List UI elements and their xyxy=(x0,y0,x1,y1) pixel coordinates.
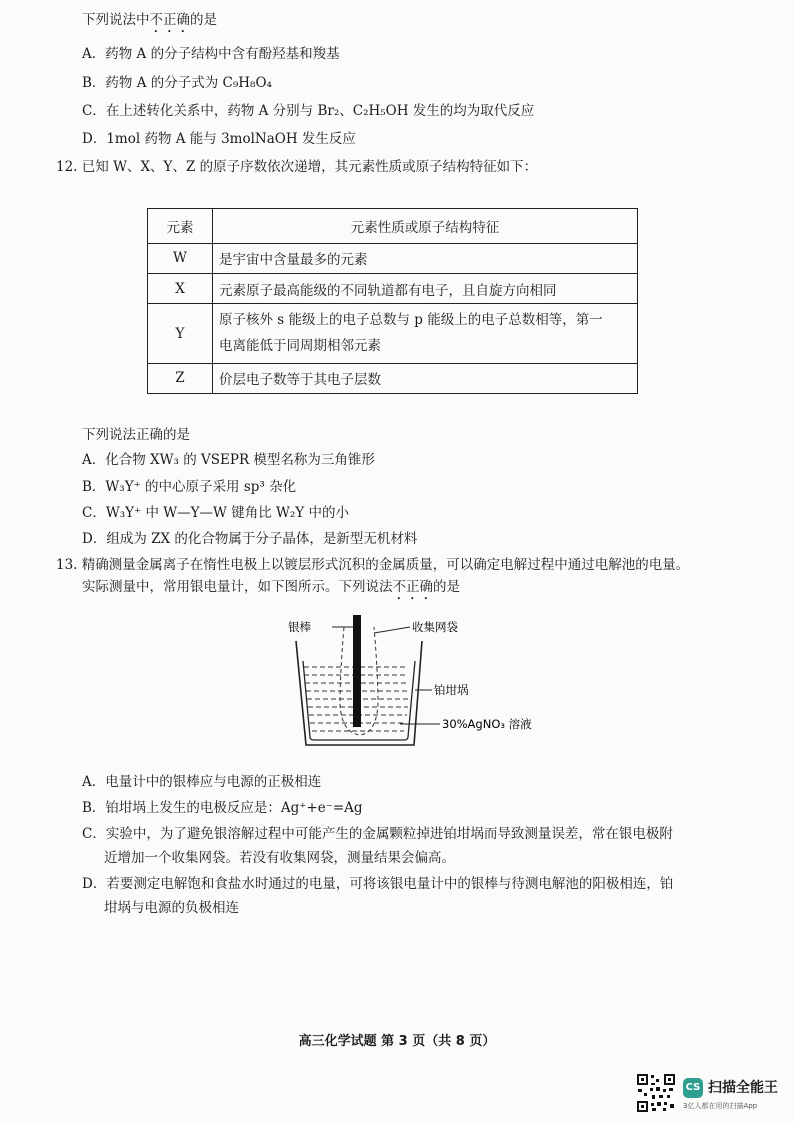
q13-number: 13. xyxy=(56,557,78,573)
q13-option-c-line1: C．实验中，为了避免银溶解过程中可能产生的金属颗粒掉进铂坩埚而导致测量误差，常在银电极附 xyxy=(82,826,673,842)
q11-option-b: B．药物 A 的分子式为 C₉H₈O₄ xyxy=(82,75,272,91)
silver-coulometer-diagram xyxy=(270,613,550,753)
q13-option-d-line1: D．若要测定电解饱和食盐水时通过的电量，可将该银电量计中的银棒与待测电解池的阳极相连，铂 xyxy=(82,876,674,892)
q11-option-a: A．药物 A 的分子结构中含有酚羟基和羧基 xyxy=(82,46,340,62)
table-cell-desc-line2: 电离能低于同周期相邻元素 xyxy=(219,337,381,354)
table-cell-element: X xyxy=(148,274,213,304)
q13-option-d-line2: 坩埚与电源的负极相连 xyxy=(104,900,239,916)
qr-code-icon xyxy=(636,1073,676,1113)
q13-stem-line2-post: 的是 xyxy=(433,579,460,595)
q13-option-b: B．铂坩埚上发生的电极反应是：Ag⁺+e⁻=Ag xyxy=(82,800,363,816)
table-header-element: 元素 xyxy=(148,209,213,244)
q13-option-a: A．电量计中的银棒应与电源的正极相连 xyxy=(82,774,322,790)
q12-option-d: D．组成为 ZX 的化合物属于分子晶体，是新型无机材料 xyxy=(82,531,418,547)
table-row xyxy=(148,304,638,363)
q13-stem-line1 xyxy=(56,557,689,573)
table-cell-desc xyxy=(213,304,638,363)
q11-question-post: 的是 xyxy=(190,12,217,28)
label-platinum-crucible: 铂坩埚 xyxy=(434,683,469,697)
table-cell-desc-line1: 原子核外 s 能级上的电子总数与 p 能级上的电子总数相等，第一 xyxy=(219,311,603,328)
q11-option-d: D．1mol 药物 A 能与 3molNaOH 发生反应 xyxy=(82,131,356,147)
q13-option-c-line2: 近增加一个收集网袋。若没有收集网袋，测量结果会偏高。 xyxy=(104,850,455,866)
q11-option-c: C．在上述转化关系中，药物 A 分别与 Br₂、C₂H₅OH 发生的均为取代反应 xyxy=(82,103,535,119)
q13-stem-emphasis: 不正确 xyxy=(392,579,433,595)
q12-stem-text: 已知 W、X、Y、Z 的原子序数依次递增，其元素性质或原子结构特征如下： xyxy=(81,159,538,175)
table-cell-element: W xyxy=(148,243,213,273)
table-row xyxy=(148,243,638,273)
q13-stem-line2-pre: 实际测量中，常用银电量计，如下图所示。下列说法 xyxy=(82,579,393,595)
table-cell-element: Y xyxy=(148,304,213,363)
table-row xyxy=(148,274,638,304)
q12-option-a: A．化合物 XW₃ 的 VSEPR 模型名称为三角锥形 xyxy=(82,452,375,468)
q12-option-b: B．W₃Y⁺ 的中心原子采用 sp³ 杂化 xyxy=(82,479,297,495)
q13-stem-text: 精确测量金属离子在惰性电极上以镀层形式沉积的金属质量，可以确定电解过程中通过电解池的电量。 xyxy=(81,557,690,573)
camscanner-title: 扫描全能王 xyxy=(708,1080,778,1096)
camscanner-subtitle: 3亿人都在用的扫描App xyxy=(683,1102,758,1110)
table-cell-element: Z xyxy=(148,363,213,393)
page-footer: 高三化学试题 第 3 页（共 8 页） xyxy=(298,1034,496,1049)
label-silver-rod: 银棒 xyxy=(288,620,311,634)
camscanner-logo-icon: CS xyxy=(683,1078,703,1098)
q11-question-emphasis: 不正确 xyxy=(149,12,190,28)
q12-number: 12. xyxy=(56,159,78,175)
q12-stem xyxy=(56,159,537,175)
q13-stem-line2 xyxy=(82,579,460,603)
table-cell-desc: 是宇宙中含量最多的元素 xyxy=(213,243,638,273)
silver-rod xyxy=(353,615,361,727)
q12-question: 下列说法正确的是 xyxy=(82,427,190,443)
element-table xyxy=(147,208,638,394)
table-row xyxy=(148,363,638,393)
table-header-row xyxy=(148,209,638,244)
label-collection-bag: 收集网袋 xyxy=(412,620,458,634)
table-header-desc: 元素性质或原子结构特征 xyxy=(213,209,638,244)
q12-option-c: C．W₃Y⁺ 中 W—Y—W 键角比 W₂Y 中的小 xyxy=(82,505,349,521)
table-cell-desc: 元素原子最高能级的不同轨道都有电子，且自旋方向相同 xyxy=(213,274,638,304)
q11-question-pre: 下列说法中 xyxy=(82,12,150,28)
table-cell-desc: 价层电子数等于其电子层数 xyxy=(213,363,638,393)
label-agno3-solution: 30%AgNO₃ 溶液 xyxy=(442,717,532,731)
q11-question xyxy=(82,12,217,36)
